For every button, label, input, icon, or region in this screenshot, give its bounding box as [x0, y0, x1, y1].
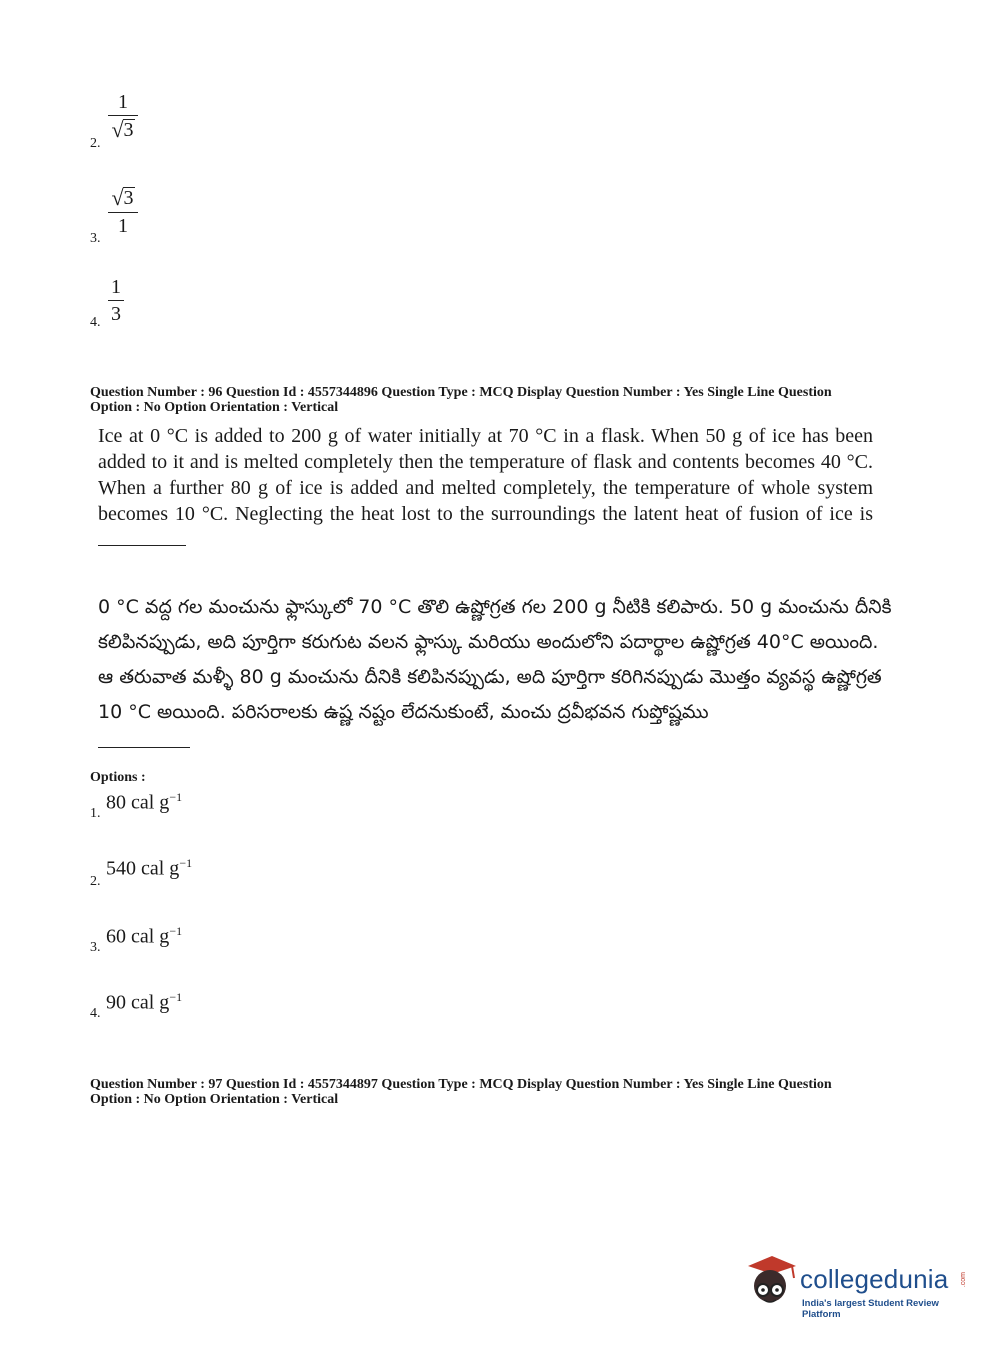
- option-number: 4.: [90, 1006, 101, 1021]
- option-value: [106, 790, 182, 815]
- fraction-numerator: 1: [118, 91, 128, 113]
- options-label: Options :: [90, 770, 146, 785]
- option-number: 3.: [90, 940, 101, 955]
- fraction-denominator: 3: [111, 303, 121, 325]
- option-number: 2.: [90, 874, 101, 889]
- question-96-english-text: [98, 423, 873, 553]
- option-value: [106, 990, 182, 1015]
- option-3[interactable]: [90, 922, 290, 958]
- student-mascot-icon: [742, 1252, 798, 1308]
- fraction-numerator: 3: [123, 187, 134, 209]
- option-value-text: 540 cal g: [106, 857, 180, 880]
- meta-line-2: Option : No Option Orientation : Vertical: [90, 400, 339, 415]
- option-number: 4.: [90, 315, 101, 330]
- fraction-numerator: 1: [111, 276, 121, 298]
- option-exponent: −1: [169, 790, 183, 804]
- fraction-bar: [108, 115, 138, 116]
- fraction-bar: [108, 300, 124, 301]
- answer-blank: [98, 527, 186, 546]
- radical-sign-icon: √: [111, 185, 124, 210]
- brand-domain: .com: [960, 1272, 967, 1288]
- fraction-denominator: 3: [123, 119, 134, 141]
- option-4[interactable]: [90, 988, 290, 1024]
- telugu-answer-blank: [98, 747, 190, 748]
- fraction: [108, 187, 138, 236]
- option-value-text: 80 cal g: [106, 791, 170, 814]
- meta-line-1: Question Number : 97 Question Id : 4557344897 Question Type : MCQ Display Question Number : Yes Single Line Question: [90, 1077, 832, 1092]
- english-question-text: Ice at 0 °C is added to 200 g of water initially at 70 °C in a flask. When 50 g of ice has been added to it and is melted completely then the temperature of flask and contents becomes 40 °C. When a further 80 g of ice is added and melted completely, the temperature of whole system becomes 10 °C. Neglecting the heat lost to the surroundings the latent heat of fusion of ice is: [98, 425, 873, 525]
- fraction: [108, 277, 124, 324]
- option-number: 3.: [90, 231, 101, 246]
- option-exponent: −1: [179, 856, 193, 870]
- option-number: 2.: [90, 136, 101, 151]
- question-96-telugu-text: [98, 590, 898, 730]
- fraction-denominator: 1: [118, 215, 128, 237]
- fraction-bar: [108, 212, 138, 213]
- meta-line-1: Question Number : 96 Question Id : 4557344896 Question Type : MCQ Display Question Number : Yes Single Line Question: [90, 385, 832, 400]
- option-value-text: 60 cal g: [106, 925, 170, 948]
- question-97-meta: [90, 1077, 890, 1107]
- option-2[interactable]: [90, 854, 290, 890]
- fraction: [108, 92, 138, 141]
- brand-name: collegedunia: [800, 1264, 949, 1294]
- collegedunia-logo: [742, 1250, 972, 1320]
- option-value: [106, 924, 182, 949]
- option-exponent: −1: [169, 924, 183, 938]
- option-1[interactable]: [90, 788, 290, 824]
- square-root: [111, 187, 134, 209]
- telugu-question-text: 0 °C వద్ద గల మంచును ఫ్లాస్కులో 70 °C తొలి ఉష్ణోగ్రత గల 200 g నీటికి కలిపారు. 50 g మంచును దీనికి కలిపినప్పుడు, అది పూర్తిగా కరుగుట వలన ఫ్లాస్కు మరియు అందులోని పదార్థాల ఉష్ణోగ్రత 40°C అయింది. ఆ తరువాత మళ్ళీ 80 g మంచును దీనికి కలిపినప్పుడు, అది పూర్తిగా కరిగినప్పుడు మొత్తం వ్యవస్థ ఉష్ణోగ్రత 10 °C అయింది. పరిసరాలకు ఉష్ణ నష్టం లేదనుకుంటే, మంచు ద్రవీభవన గుప్తోష్ణము: [98, 596, 892, 723]
- option-value-text: 90 cal g: [106, 991, 170, 1014]
- option-exponent: −1: [169, 990, 183, 1004]
- option-number: 1.: [90, 806, 101, 821]
- brand-tagline: India's largest Student Review Platform: [802, 1298, 939, 1320]
- radical-sign-icon: √: [111, 117, 124, 142]
- meta-line-2: Option : No Option Orientation : Vertical: [90, 1092, 339, 1107]
- question-96-meta: [90, 385, 890, 415]
- option-value: [106, 856, 192, 881]
- square-root: [111, 119, 134, 141]
